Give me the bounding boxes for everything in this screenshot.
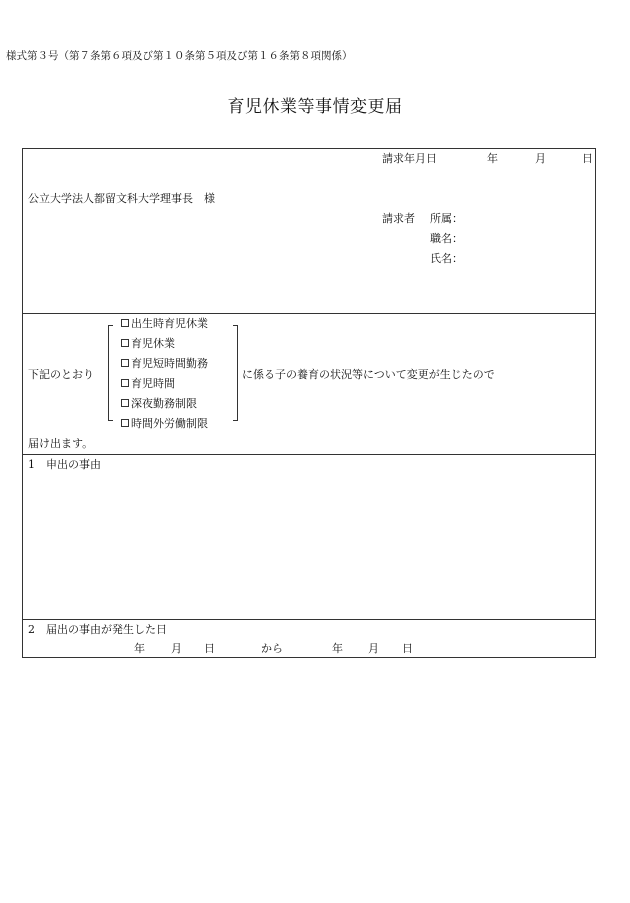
option-label: 深夜勤務制限 bbox=[131, 397, 197, 410]
option-overtime-limit[interactable] bbox=[121, 417, 208, 431]
option-label: 育児短時間勤務 bbox=[131, 357, 208, 370]
option-childcare-leave[interactable] bbox=[121, 337, 175, 351]
checkbox-icon bbox=[121, 379, 129, 387]
option-childcare-time[interactable] bbox=[121, 377, 175, 391]
from-label: から bbox=[261, 642, 283, 655]
statement-text: に係る子の養育の状況等について変更が生じたので bbox=[242, 368, 495, 381]
form-number: 様式第３号（第７条第６項及び第１０条第５項及び第１６条第８項関係） bbox=[6, 50, 353, 62]
checkbox-icon bbox=[121, 399, 129, 407]
date-from-month-label: 月 bbox=[171, 642, 182, 655]
option-birth-childcare-leave[interactable] bbox=[121, 317, 208, 331]
document-title: 育児休業等事情変更届 bbox=[227, 97, 403, 117]
request-month-label: 月 bbox=[535, 152, 546, 165]
date-from-day-label: 日 bbox=[204, 642, 215, 655]
option-label: 育児時間 bbox=[131, 377, 175, 390]
closing-text: 届け出ます。 bbox=[28, 437, 94, 450]
addressee: 公立大学法人都留文科大学理事長 様 bbox=[28, 192, 215, 205]
option-label: 育児休業 bbox=[131, 337, 175, 350]
checkbox-icon bbox=[121, 319, 129, 327]
date-from-year-label: 年 bbox=[134, 642, 145, 655]
option-night-work-limit[interactable] bbox=[121, 397, 197, 411]
option-label: 時間外労働制限 bbox=[131, 417, 208, 430]
bracket-left bbox=[108, 325, 113, 421]
option-label: 出生時育児休業 bbox=[131, 317, 208, 330]
divider-middle bbox=[23, 454, 595, 455]
lead-text: 下記のとおり bbox=[28, 368, 94, 381]
date-to-day-label: 日 bbox=[402, 642, 413, 655]
checkbox-icon bbox=[121, 419, 129, 427]
section1-heading: 1 申出の事由 bbox=[28, 458, 101, 471]
divider-bottom bbox=[23, 619, 595, 620]
request-day-label: 日 bbox=[582, 152, 593, 165]
divider-top bbox=[23, 313, 595, 314]
request-year-label: 年 bbox=[487, 152, 498, 165]
checkbox-icon bbox=[121, 359, 129, 367]
request-date-label: 請求年月日 bbox=[382, 152, 437, 165]
name-label: 氏名： bbox=[430, 252, 463, 265]
option-short-time-work[interactable] bbox=[121, 357, 208, 371]
affiliation-label: 所属： bbox=[430, 212, 463, 225]
bracket-right bbox=[233, 325, 238, 421]
date-to-year-label: 年 bbox=[332, 642, 343, 655]
checkbox-icon bbox=[121, 339, 129, 347]
position-label: 職名： bbox=[430, 232, 463, 245]
date-to-month-label: 月 bbox=[368, 642, 379, 655]
section2-heading: 2 届出の事由が発生した日 bbox=[28, 623, 167, 636]
requester-label: 請求者 bbox=[382, 212, 415, 225]
